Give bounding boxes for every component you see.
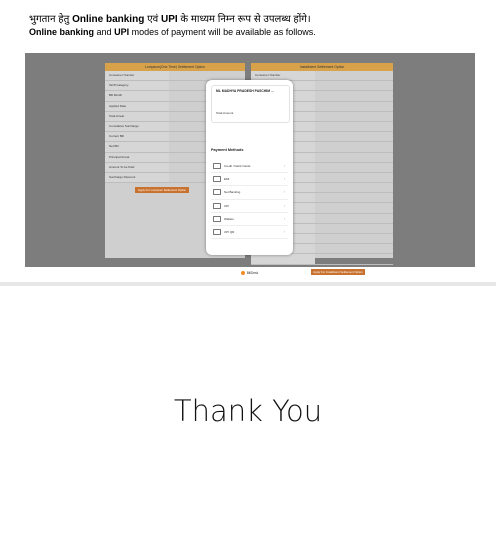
payment-gateway-phone — [206, 80, 293, 275]
chevron-right-icon: › — [283, 164, 285, 169]
lumpsum-row-key: Applied Date — [105, 102, 169, 111]
thank-you-title: Thank You — [173, 394, 323, 428]
payment-method-label: Net Banking — [224, 190, 241, 195]
installment-row — [251, 254, 393, 264]
lumpsum-row-key: Current Bill — [105, 132, 169, 141]
installment-row-value — [315, 91, 393, 100]
lumpsum-row-key: Cumulative Surcharge — [105, 122, 169, 131]
chevron-right-icon: › — [283, 190, 285, 195]
payment-method-item[interactable] — [211, 226, 288, 239]
lumpsum-row-key: Total Arrear — [105, 112, 169, 121]
chevron-right-icon: › — [283, 230, 285, 235]
apply-lumpsum-button[interactable]: Apply For Lumpsum Settlement Option — [135, 187, 189, 193]
installment-row-value — [315, 102, 393, 111]
payment-screenshot — [25, 53, 475, 275]
installment-row-value — [315, 142, 393, 151]
payment-method-item[interactable] — [211, 200, 288, 213]
qr-icon — [213, 229, 221, 235]
merchant-name: ML MADHYA PRADESH PASCHIM ... — [216, 89, 274, 93]
installment-row-value — [315, 173, 393, 182]
chevron-right-icon: › — [283, 203, 285, 208]
installment-row-key — [251, 254, 315, 263]
merchant-card — [211, 85, 290, 123]
lumpsum-panel-title: Lumpsum(One Time) Settlement Option — [105, 63, 245, 71]
payment-method-label: UPI QR — [224, 230, 235, 235]
lumpsum-row-key: Consumer Number — [105, 71, 169, 80]
installment-row-value — [315, 71, 393, 80]
installment-row-value — [315, 203, 393, 212]
chevron-right-icon: › — [283, 177, 285, 182]
card-icon — [213, 163, 221, 169]
lumpsum-row-key: Tariff Category — [105, 81, 169, 90]
lumpsum-row-key: Surcharge Discount — [105, 173, 169, 182]
installment-row-value — [315, 132, 393, 141]
payment-method-label: EMI — [224, 177, 230, 182]
hindi-heading: भुगतान हेतु Online banking एवं UPI के माध्यम निम्न रूप से उपलब्ध होंगे। — [29, 14, 311, 25]
installment-row-key: Consumer Number — [251, 71, 315, 80]
installment-row-value — [315, 224, 393, 233]
billdesk-logo-icon — [241, 271, 245, 275]
apply-installment-button[interactable]: Apply For Installment Settlement Option — [311, 269, 365, 275]
payment-methods-list — [211, 160, 288, 239]
billdesk-footer: BillDesk — [206, 271, 293, 275]
installment-row-value — [315, 254, 393, 263]
lumpsum-row-key: Principal Arrear — [105, 153, 169, 162]
installment-row-value — [315, 163, 393, 172]
payment-method-item[interactable] — [211, 186, 288, 199]
installment-row-value — [315, 153, 393, 162]
installment-row-value — [315, 122, 393, 131]
payment-method-label: UPI — [224, 203, 230, 208]
upi-icon — [213, 203, 221, 209]
payment-method-item[interactable] — [211, 213, 288, 226]
lumpsum-row-value — [169, 71, 245, 80]
installment-row-value — [315, 244, 393, 253]
lumpsum-row-key: Amount To be Paid — [105, 163, 169, 172]
installment-row-value — [315, 214, 393, 223]
lumpsum-row-key: Net Bill — [105, 142, 169, 151]
payment-methods-title: Payment Methods — [211, 148, 244, 152]
total-amount-label: Total Amount — [216, 111, 234, 115]
installment-row-value — [315, 112, 393, 121]
installment-row-value — [315, 234, 393, 243]
slide-separator — [0, 282, 496, 286]
payment-method-label: Credit / Debit Cards — [224, 164, 251, 169]
payment-method-item[interactable] — [211, 160, 288, 173]
installment-row-value — [315, 183, 393, 192]
payment-method-label: Wallets — [224, 216, 234, 221]
lumpsum-row-key: Bill Month — [105, 91, 169, 100]
chevron-right-icon: › — [283, 216, 285, 221]
installment-panel-title: Installment Settlement Option — [251, 63, 393, 71]
wallet-icon — [213, 216, 221, 222]
bank-icon — [213, 189, 221, 195]
installment-row-value — [315, 81, 393, 90]
emi-icon — [213, 176, 221, 182]
installment-row-value — [315, 193, 393, 202]
english-heading: Online banking and UPI modes of payment will be available as follows. — [29, 27, 316, 37]
payment-method-item[interactable] — [211, 173, 288, 186]
